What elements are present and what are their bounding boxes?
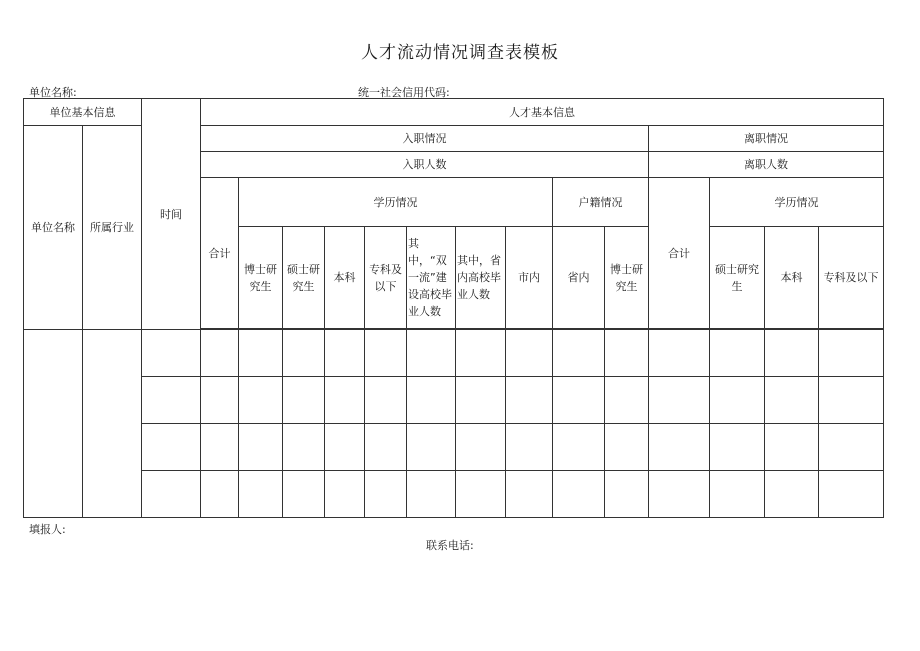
data-cell[interactable] <box>605 471 649 518</box>
data-cell[interactable] <box>456 377 506 424</box>
unit-basic-info-header: 单位基本信息 <box>24 99 142 126</box>
exit-master-header: 硕士研究生 <box>710 227 765 329</box>
data-cell[interactable] <box>506 471 553 518</box>
data-cell[interactable] <box>325 471 365 518</box>
industry-header: 所属行业 <box>83 126 142 330</box>
unit-name-header: 单位名称 <box>24 126 83 330</box>
data-cell[interactable] <box>283 330 325 377</box>
data-cell[interactable] <box>283 424 325 471</box>
data-cell[interactable] <box>765 471 819 518</box>
data-cell[interactable] <box>553 424 605 471</box>
data-cell[interactable] <box>710 471 765 518</box>
data-cell[interactable] <box>649 377 710 424</box>
time-cell[interactable] <box>142 330 201 377</box>
talent-basic-info-header: 人才基本信息 <box>201 99 884 126</box>
entry-bachelor-header: 本科 <box>325 227 365 329</box>
filler-label: 填报人: <box>29 523 66 536</box>
data-cell[interactable] <box>239 424 283 471</box>
entry-status-header: 入职情况 <box>201 126 649 152</box>
data-cell[interactable] <box>456 424 506 471</box>
data-cell[interactable] <box>506 424 553 471</box>
data-cell[interactable] <box>201 330 239 377</box>
household-header: 户籍情况 <box>553 178 649 227</box>
data-cell[interactable] <box>407 330 456 377</box>
data-cell[interactable] <box>407 471 456 518</box>
data-cell[interactable] <box>553 377 605 424</box>
data-cell[interactable] <box>325 330 365 377</box>
data-cell[interactable] <box>765 424 819 471</box>
data-cell[interactable] <box>283 471 325 518</box>
data-cell[interactable] <box>365 330 407 377</box>
data-row <box>24 471 884 518</box>
data-cell[interactable] <box>649 424 710 471</box>
data-cell[interactable] <box>365 471 407 518</box>
page-title: 人才流动情况调查表模板 <box>361 43 559 63</box>
exit-phd-header: 博士研究生 <box>605 227 649 329</box>
data-cell[interactable] <box>649 471 710 518</box>
data-cell[interactable] <box>283 377 325 424</box>
exit-count-header: 离职人数 <box>649 152 884 178</box>
time-cell[interactable] <box>142 471 201 518</box>
data-cell[interactable] <box>819 377 884 424</box>
entry-total-header: 合计 <box>201 178 239 329</box>
data-cell[interactable] <box>506 330 553 377</box>
data-row <box>24 330 884 377</box>
data-cell[interactable] <box>456 471 506 518</box>
exit-bachelor-header: 本科 <box>765 227 819 329</box>
data-cell[interactable] <box>553 330 605 377</box>
unit-name-label: 单位名称: <box>29 86 77 99</box>
entry-count-header: 入职人数 <box>201 152 649 178</box>
data-cell[interactable] <box>325 424 365 471</box>
exit-total-header: 合计 <box>649 178 710 329</box>
data-cell[interactable] <box>605 377 649 424</box>
industry-cell[interactable] <box>83 330 142 518</box>
household-province-header: 省内 <box>553 227 605 329</box>
data-cell[interactable] <box>765 330 819 377</box>
data-cell[interactable] <box>456 330 506 377</box>
double-first-class-header: 其中，“双一流”建设高校毕业人数 <box>407 227 456 329</box>
exit-education-header: 学历情况 <box>710 178 884 227</box>
data-cell[interactable] <box>365 424 407 471</box>
data-row <box>24 377 884 424</box>
province-univ-header: 其中，省内高校毕业人数 <box>456 227 506 329</box>
data-cell[interactable] <box>201 424 239 471</box>
data-cell[interactable] <box>239 330 283 377</box>
entry-college-below-header: 专科及以下 <box>365 227 407 329</box>
time-cell[interactable] <box>142 424 201 471</box>
time-header: 时间 <box>142 99 201 330</box>
data-cell[interactable] <box>201 377 239 424</box>
credit-code-label: 统一社会信用代码: <box>358 86 450 99</box>
data-cell[interactable] <box>605 424 649 471</box>
data-cell[interactable] <box>710 377 765 424</box>
data-cell[interactable] <box>325 377 365 424</box>
data-cell[interactable] <box>819 471 884 518</box>
exit-college-below-header: 专科及以下 <box>819 227 884 329</box>
data-cell[interactable] <box>605 330 649 377</box>
data-cell[interactable] <box>765 377 819 424</box>
data-cell[interactable] <box>710 424 765 471</box>
data-cell[interactable] <box>407 377 456 424</box>
exit-status-header: 离职情况 <box>649 126 884 152</box>
data-cell[interactable] <box>710 330 765 377</box>
data-cell[interactable] <box>239 471 283 518</box>
data-cell[interactable] <box>506 377 553 424</box>
unit-name-cell[interactable] <box>24 330 83 518</box>
data-cell[interactable] <box>649 330 710 377</box>
data-cell[interactable] <box>239 377 283 424</box>
header-row-1 <box>24 99 884 126</box>
household-city-header: 市内 <box>506 227 553 329</box>
entry-master-header: 硕士研究生 <box>283 227 325 329</box>
data-cell[interactable] <box>201 471 239 518</box>
data-cell[interactable] <box>365 377 407 424</box>
data-cell[interactable] <box>553 471 605 518</box>
data-cell[interactable] <box>407 424 456 471</box>
time-cell[interactable] <box>142 377 201 424</box>
phone-label: 联系电话: <box>426 539 474 552</box>
data-cell[interactable] <box>819 330 884 377</box>
data-row <box>24 424 884 471</box>
talent-flow-table <box>23 98 884 518</box>
entry-education-header: 学历情况 <box>239 178 553 227</box>
entry-phd-header: 博士研究生 <box>239 227 283 329</box>
data-cell[interactable] <box>819 424 884 471</box>
